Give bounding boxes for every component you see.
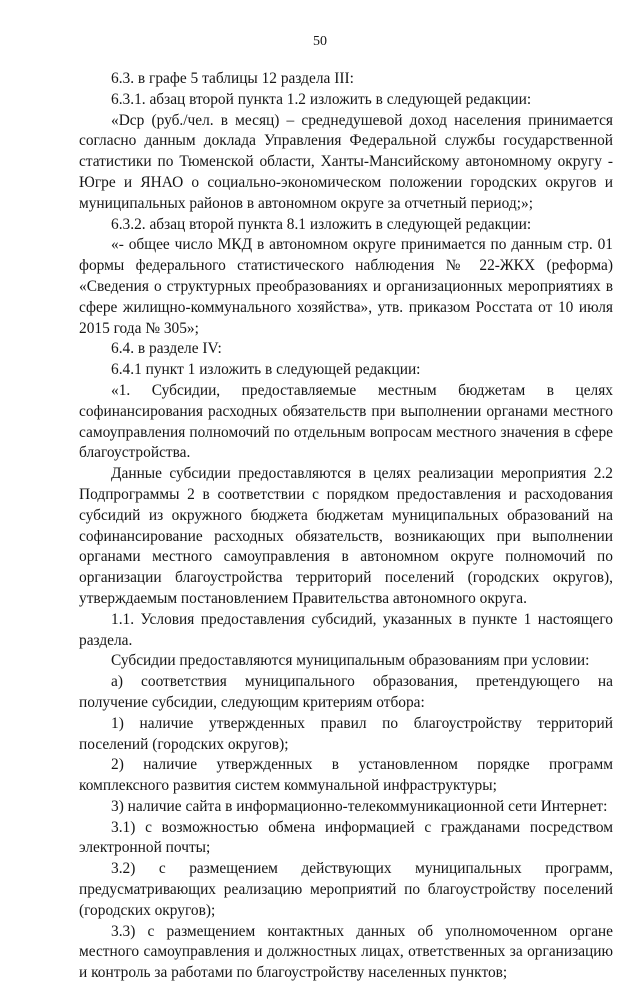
- paragraph: Данные субсидии предоставляются в целях реализации мероприятия 2.2 Подпрограммы 2 в соответствии с порядком предоставления и расходования субсидий из окружного бюджета бюджетам муниципальных образований на софинансирование расходных обязательств, возникающих при выполнении органами местного самоуправления в автономном округе полномочий по организации благоустройства территорий поселений (городских округов), утверждаемым постановлением Правительства автономного округа.: [79, 465, 613, 607]
- paragraph: «Dср (руб./чел. в месяц) – среднедушевой доход населения принимается согласно данным доклада Управления Федеральной службы государственной статистики по Тюменской области, Ханты-Мансийскому автономному округу - Югре и ЯНАО о социально-экономическом положении городских округов и муниципальных районов в автономном округе за отчетный период;»;: [79, 111, 613, 212]
- paragraph: «1. Субсидии, предоставляемые местным бюджетам в целях софинансирования расходных обязательств при выполнении органами местного самоуправления полномочий по отдельным вопросам местного значения в сфере благоустройства.: [79, 381, 613, 462]
- paragraph: 3.1) с возможностью обмена информацией с гражданами посредством электронной почты;: [79, 818, 613, 857]
- paragraph: 6.3.2. абзац второй пункта 8.1 изложить в следующей редакции:: [111, 215, 532, 233]
- paragraph: 6.3. в графе 5 таблицы 12 раздела III:: [111, 70, 354, 87]
- paragraph: Субсидии предоставляются муниципальным образованиям при условии:: [111, 652, 590, 670]
- paragraph: а) соответствия муниципального образования, претендующего на получение субсидии, следующим критериям отбора:: [79, 673, 613, 711]
- paragraph: 6.4.1 пункт 1 изложить в следующей редакции:: [111, 361, 421, 379]
- paragraph: 3.2) с размещением действующих муниципальных программ, предусматривающих реализацию мероприятий по благоустройству поселений (городских округов);: [79, 860, 613, 919]
- paragraph: 6.3.1. абзац второй пункта 1.2 изложить в следующей редакции:: [111, 90, 532, 108]
- paragraph: 2) наличие утвержденных в установленном порядке программ комплексного развития систем коммунальной инфраструктуры;: [79, 756, 613, 795]
- page-number: 50: [313, 34, 327, 49]
- document-body: [79, 69, 613, 984]
- paragraph: 3.3) с размещением контактных данных об уполномоченном органе местного самоуправления и должностных лицах, ответственных за организацию и контроль за работами по благоустройству населенных пунктов;: [79, 922, 613, 982]
- paragraph: 1.1. Условия предоставления субсидий, указанных в пункте 1 настоящего раздела.: [79, 610, 613, 649]
- paragraph: 1) наличие утвержденных правил по благоустройству территорий поселений (городских округов);: [79, 714, 613, 753]
- paragraph: 3) наличие сайта в информационно-телекоммуникационной сети Интернет:: [111, 797, 608, 815]
- paragraph: «- общее число МКД в автономном округе принимается по данным стр. 01 формы федерального статистического наблюдения № 22-ЖКХ (реформа) «Сведения о структурных преобразованиях и организационных мероприятиях в сфере жилищно-коммунального хозяйства», утв. приказом Росстата от 10 июля 2015 года № 305»;: [79, 236, 613, 337]
- paragraph: 6.4. в разделе IV:: [111, 340, 222, 358]
